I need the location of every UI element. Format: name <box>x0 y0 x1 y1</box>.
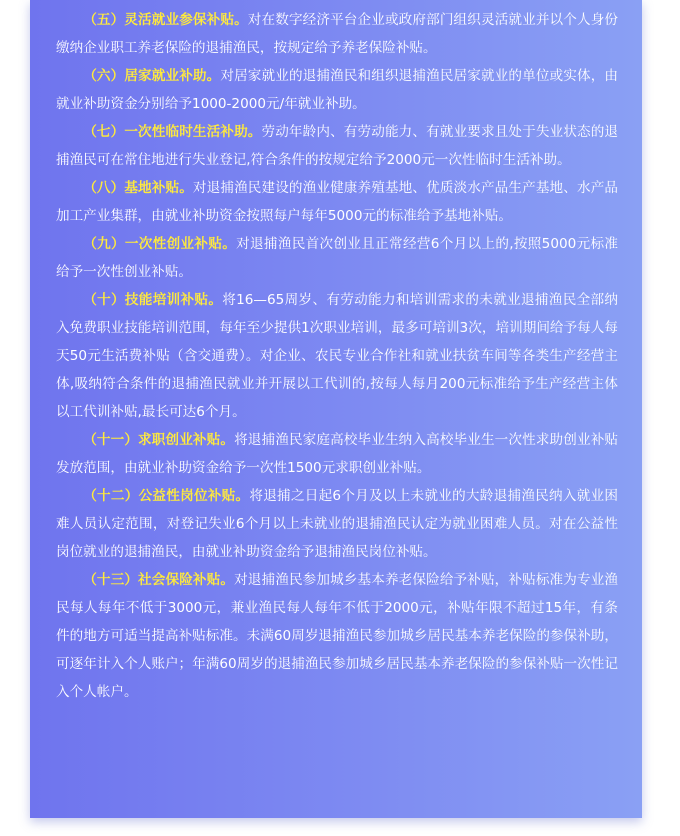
policy-item-heading: （六）居家就业补助。 <box>83 68 221 84</box>
policy-item-12 <box>56 482 618 566</box>
policy-item-heading: （十一）求职创业补贴。 <box>83 432 235 448</box>
policy-item-heading: （九）一次性创业补贴。 <box>83 236 237 252</box>
policy-item-7 <box>56 118 618 174</box>
policy-item-body: 劳动年龄内、有劳动能力、有就业要求且处于失业状态的退捕渔民可在常住地进行失业登记,符合条件的按规定给予2000元一次性临时生活补助。 <box>56 124 618 168</box>
content-card <box>30 0 642 818</box>
policy-item-13 <box>56 566 618 706</box>
policy-item-10 <box>56 286 618 426</box>
policy-item-5 <box>56 6 618 62</box>
policy-item-heading: （十二）公益性岗位补贴。 <box>83 488 250 504</box>
policy-item-body: 对在数字经济平台企业或政府部门组织灵活就业并以个人身份缴纳企业职工养老保险的退捕渔民，按规定给予养老保险补贴。 <box>56 12 619 56</box>
policy-item-body: 将16—65周岁、有劳动能力和培训需求的未就业退捕渔民全部纳入免费职业技能培训范围，每年至少提供1次职业培训，最多可培训3次，培训期间给予每人每天50元生活费补贴（含交通费）。对企业、农民专业合作社和就业扶贫车间等各类生产经营主体,吸纳符合条件的退捕渔民就业并开展以工代训的,按每人每月200元标准给予生产经营主体以工代训补贴,最长可达6个月。 <box>56 292 619 420</box>
policy-item-9 <box>56 230 618 286</box>
policy-list <box>56 6 618 706</box>
policy-item-body: 对退捕渔民建设的渔业健康养殖基地、优质淡水产品生产基地、水产品加工产业集群，由就业补助资金按照每户每年5000元的标准给予基地补贴。 <box>56 180 619 224</box>
policy-item-11 <box>56 426 618 482</box>
policy-item-heading: （五）灵活就业参保补贴。 <box>83 12 248 28</box>
policy-item-body: 对居家就业的退捕渔民和组织退捕渔民居家就业的单位或实体，由就业补助资金分别给予1000-2000元/年就业补助。 <box>56 68 619 112</box>
policy-item-heading: （十三）社会保险补贴。 <box>83 572 235 588</box>
policy-item-body: 对退捕渔民首次创业且正常经营6个月以上的,按照5000元标准给予一次性创业补贴。 <box>56 236 618 280</box>
policy-item-heading: （七）一次性临时生活补助。 <box>83 124 262 140</box>
policy-item-body: 将退捕之日起6个月及以上未就业的大龄退捕渔民纳入就业困难人员认定范围，对登记失业6个月以上未就业的退捕渔民认定为就业困难人员。对在公益性岗位就业的退捕渔民，由就业补助资金给予退捕渔民岗位补贴。 <box>56 488 618 560</box>
policy-item-heading: （八）基地补贴。 <box>83 180 193 196</box>
policy-item-body: 对退捕渔民参加城乡基本养老保险给予补贴，补贴标准为专业渔民每人每年不低于3000元，兼业渔民每人每年不低于2000元，补贴年限不超过15年，有条件的地方可适当提高补贴标准。未满60周岁退捕渔民参加城乡居民基本养老保险的参保补助，可逐年计入个人账户；年满60周岁的退捕渔民参加城乡居民基本养老保险的参保补贴一次性记入个人帐户。 <box>56 572 619 700</box>
policy-item-heading: （十）技能培训补贴。 <box>83 292 223 308</box>
policy-item-body: 将退捕渔民家庭高校毕业生纳入高校毕业生一次性求助创业补贴发放范围，由就业补助资金给予一次性1500元求职创业补贴。 <box>56 432 619 476</box>
policy-item-8 <box>56 174 618 230</box>
policy-item-6 <box>56 62 618 118</box>
